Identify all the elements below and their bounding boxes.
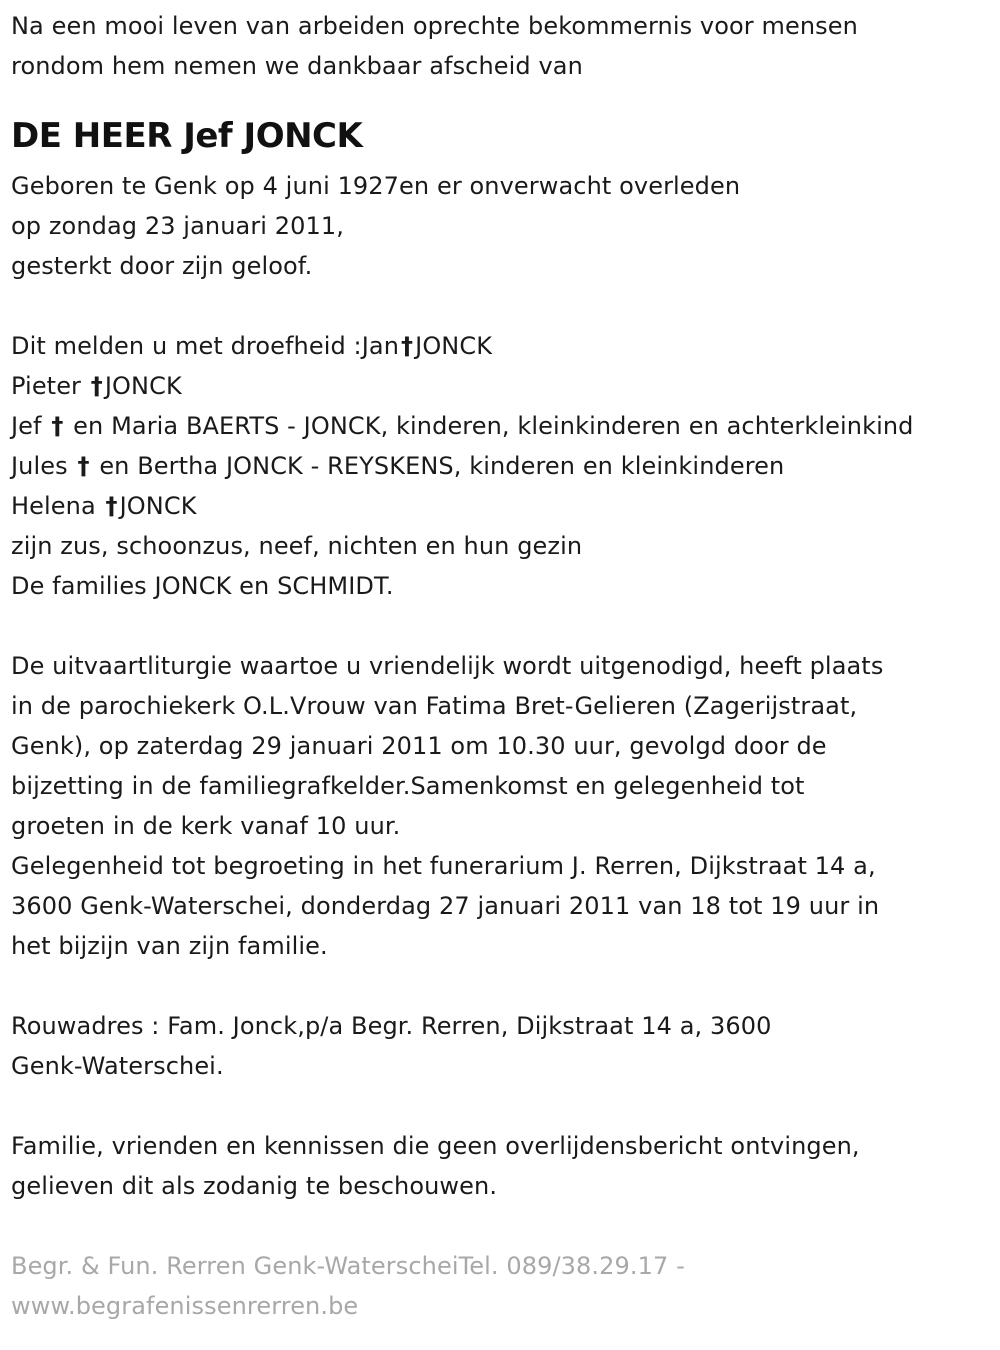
spacer (11, 966, 996, 1006)
birth-death-line-2: op zondag 23 januari 2011, (11, 212, 344, 240)
spacer (11, 606, 996, 646)
address-line-1: Rouwadres : Fam. Jonck,p/a Begr. Rerren, Dijkstraat 14 a, 3600 (11, 1012, 772, 1040)
footer-section (11, 1246, 996, 1326)
obituary-document (11, 6, 996, 1326)
footer-website: www.begrafenissenrerren.be (11, 1292, 359, 1320)
family-line-3 (11, 406, 996, 446)
ceremony-line-7: 3600 Genk-Waterschei, donderdag 27 januari 2011 van 18 tot 19 uur in (11, 892, 880, 920)
spacer (11, 286, 996, 326)
ceremony-section (11, 646, 996, 966)
notice-line-2: gelieven dit als zodanig te beschouwen. (11, 1172, 498, 1200)
cross-icon: † (105, 492, 118, 520)
family-line-1-prefix: Dit melden u met droefheid :Jan (11, 332, 400, 360)
family-line-7: De families JONCK en SCHMIDT. (11, 572, 394, 600)
ceremony-line-4: bijzetting in de familiegrafkelder.Samenkomst en gelegenheid tot (11, 772, 805, 800)
family-line-1 (11, 326, 996, 366)
family-line-5-prefix: Helena (11, 492, 96, 520)
intro-section (11, 6, 996, 86)
birth-death-line-1: Geboren te Genk op 4 juni 1927en er onverwacht overleden (11, 172, 741, 200)
family-line-2 (11, 366, 996, 406)
spacer (11, 1206, 996, 1246)
family-line-2-suffix: JONCK (104, 372, 182, 400)
family-line-4 (11, 446, 996, 486)
birth-death-line-3: gesterkt door zijn geloof. (11, 252, 313, 280)
family-line-3-prefix: Jef (11, 412, 42, 440)
cross-icon: † (90, 372, 103, 400)
address-line-2: Genk-Waterschei. (11, 1052, 224, 1080)
cross-icon: † (401, 332, 414, 360)
ceremony-line-2: in de parochiekerk O.L.Vrouw van Fatima Bret-Gelieren (Zagerijstraat, (11, 692, 858, 720)
family-line-3-suffix: en Maria BAERTS - JONCK, kinderen, kleinkinderen en achterkleinkind (73, 412, 914, 440)
ceremony-line-1: De uitvaartliturgie waartoe u vriendelijk wordt uitgenodigd, heeft plaats (11, 652, 884, 680)
ceremony-line-6: Gelegenheid tot begroeting in het funerarium J. Rerren, Dijkstraat 14 a, (11, 852, 876, 880)
family-line-5-suffix: JONCK (119, 492, 197, 520)
family-line-6: zijn zus, schoonzus, neef, nichten en hun gezin (11, 532, 583, 560)
birth-death-section (11, 166, 996, 286)
family-line-1-suffix: JONCK (415, 332, 493, 360)
ceremony-line-5: groeten in de kerk vanaf 10 uur. (11, 812, 401, 840)
cross-icon: † (77, 452, 90, 480)
family-line-5 (11, 486, 996, 526)
deceased-name-heading: DE HEER Jef JONCK (11, 116, 363, 156)
family-line-4-prefix: Jules (11, 452, 68, 480)
notice-section (11, 1126, 996, 1206)
notice-line-1: Familie, vrienden en kennissen die geen overlijdensbericht ontvingen, (11, 1132, 860, 1160)
spacer (11, 86, 996, 106)
address-section (11, 1006, 996, 1086)
family-line-4-suffix: en Bertha JONCK - REYSKENS, kinderen en kleinkinderen (99, 452, 785, 480)
cross-icon: † (51, 412, 64, 440)
family-section (11, 326, 996, 606)
intro-line-1: Na een mooi leven van arbeiden oprechte bekommernis voor mensen (11, 12, 858, 40)
ceremony-line-3: Genk), op zaterdag 29 januari 2011 om 10.30 uur, gevolgd door de (11, 732, 827, 760)
spacer (11, 1086, 996, 1126)
family-line-2-prefix: Pieter (11, 372, 82, 400)
ceremony-line-8: het bijzijn van zijn familie. (11, 932, 328, 960)
intro-line-2: rondom hem nemen we dankbaar afscheid van (11, 52, 583, 80)
footer-line-1: Begr. & Fun. Rerren Genk-WaterscheiTel. 089/38.29.17 - (11, 1252, 685, 1280)
